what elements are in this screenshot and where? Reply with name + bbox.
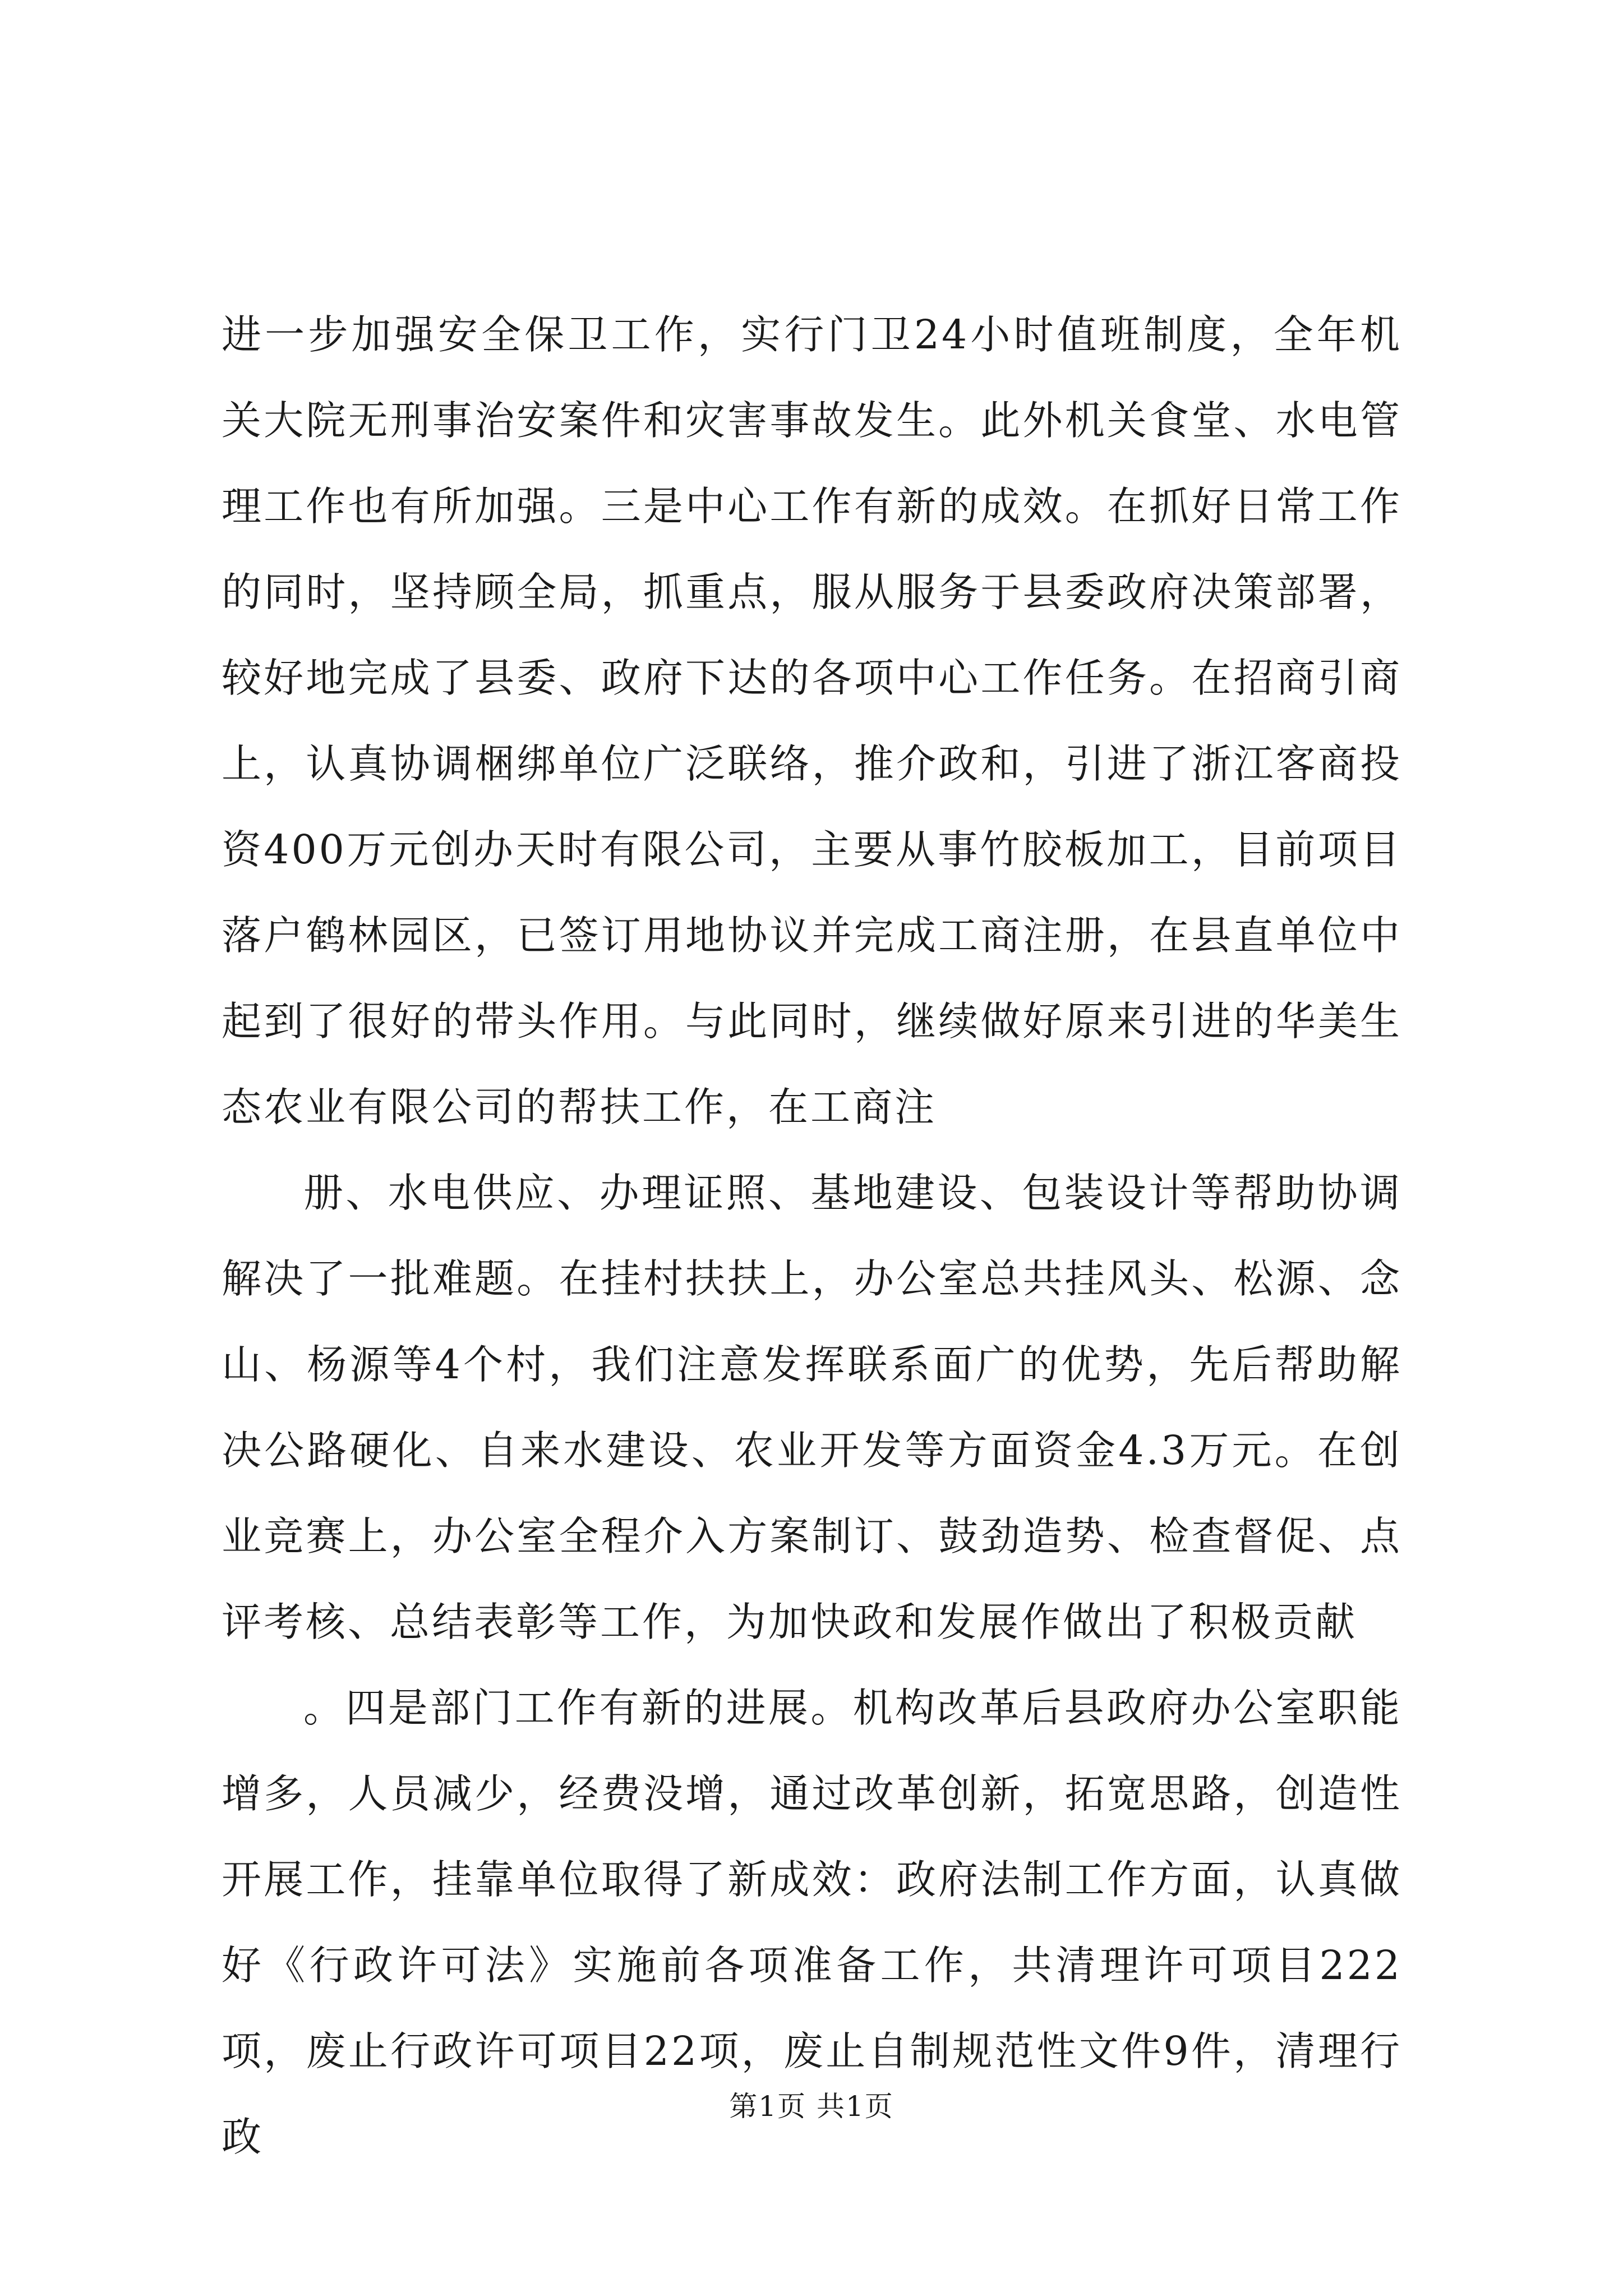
page-footer	[0, 2090, 1623, 2123]
paragraph-1: 进一步加强安全保卫工作，实行门卫24小时值班制度，全年机关大院无刑事治安案件和灾害事故发生。此外机关食堂、水电管理工作也有所加强。三是中心工作有新的成效。在抓好日常工作的同时，坚持顾全局，抓重点，服从服务于县委政府决策部署，较好地完成了县委、政府下达的各项中心工作任务。在招商引商上，认真协调梱绑单位广泛联络，推介政和，引进了浙江客商投资400万元创办天时有限公司，主要从事竹胶板加工，目前项目落户鹤林园区，已签订用地协议并完成工商注册，在县直单位中起到了很好的带头作用。与此同时，继续做好原来引进的华美生态农业有限公司的帮扶工作，在工商注	[222, 311, 1402, 1130]
page-number-label: 第1页 共1页	[729, 2090, 894, 2123]
document-body	[222, 292, 1402, 2180]
paragraph-3: 。四是部门工作有新的进展。机构改革后县政府办公室职能增多，人员减少，经费没增，通过改革创新，拓宽思路，创造性开展工作，挂靠单位取得了新成效：政府法制工作方面，认真做好《行政许可法》实施前各项准备工作，共清理许可项目222项，废止行政许可项目22项，废止自制规范性文件9件，清理行政	[222, 1685, 1402, 2160]
paragraph-2: 册、水电供应、办理证照、基地建设、包装设计等帮助协调解决了一批难题。在挂村扶扶上，办公室总共挂风头、松源、念山、杨源等4个村，我们注意发挥联系面广的优势，先后帮助解决公路硬化、自来水建设、农业开发等方面资金4.3万元。在创业竞赛上，办公室全程介入方案制订、鼓劲造势、检查督促、点评考核、总结表彰等工作，为加快政和发展作做出了积极贡献	[222, 1170, 1402, 1645]
